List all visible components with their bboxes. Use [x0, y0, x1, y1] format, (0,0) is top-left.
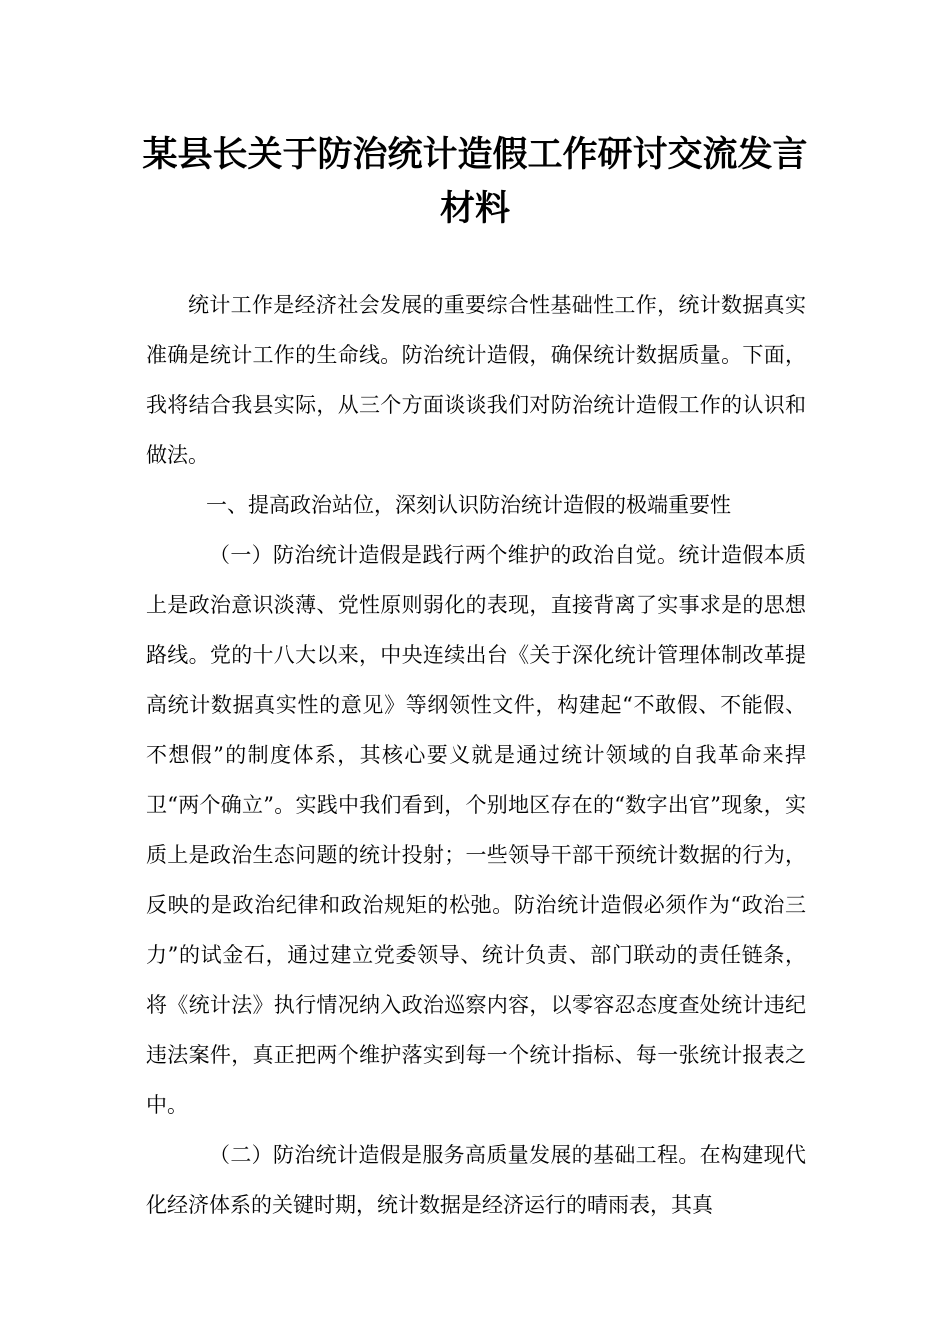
document-title: 某县长关于防治统计造假工作研讨交流发言材料 [142, 135, 808, 229]
document-body [146, 280, 806, 1230]
subsection-paragraph-1: （一）防治统计造假是践行两个维护的政治自觉。统计造假本质上是政治意识淡薄、党性原则弱化的表现，直接背离了实事求是的思想路线。党的十八大以来，中央连续出台《关于深化统计管理体制改革提高统计数据真实性的意见》等纲领性文件，构建起“不敢假、不能假、不想假”的制度体系，其核心要义就是通过统计领域的自我革命来捍卫“两个确立”。实践中我们看到，个别地区存在的“数字出官”现象，实质上是政治生态问题的统计投射；一些领导干部干预统计数据的行为，反映的是政治纪律和政治规矩的松弛。防治统计造假必须作为“政治三力”的试金石，通过建立党委领导、统计负责、部门联动的责任链条，将《统计法》执行情况纳入政治巡察内容，以零容忍态度查处统计违纪违法案件，真正把两个维护落实到每一个统计指标、每一张统计报表之中。 [146, 543, 806, 1117]
intro-paragraph: 统计工作是经济社会发展的重要综合性基础性工作，统计数据真实准确是统计工作的生命线。防治统计造假，确保统计数据质量。下面，我将结合我县实际，从三个方面谈谈我们对防治统计造假工作的认识和做法。 [146, 293, 806, 467]
section-heading-1: 一、提高政治站位，深刻认识防治统计造假的极端重要性 [206, 493, 731, 517]
subsection-paragraph-2: （二）防治统计造假是服务高质量发展的基础工程。在构建现代化经济体系的关键时期，统计数据是经济运行的晴雨表，其真 [146, 1143, 806, 1217]
